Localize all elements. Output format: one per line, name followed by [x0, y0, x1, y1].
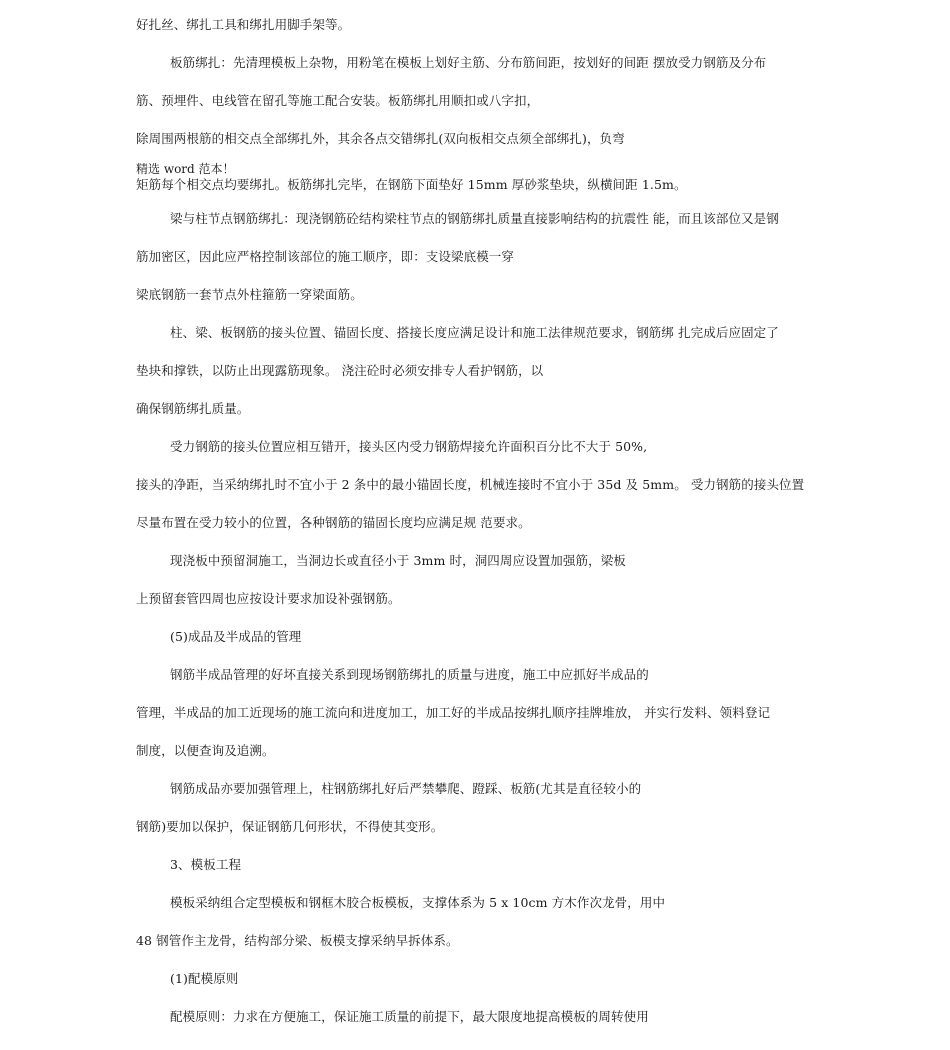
- paragraph-line: 筋加密区，因此应严格控制该部位的施工顺序，即：支设梁底模一穿: [136, 249, 515, 264]
- paragraph-line: 尽量布置在受力较小的位置，各种钢筋的锚固长度均应满足规 范要求。: [136, 515, 531, 530]
- section-heading: (1)配模原则: [170, 971, 239, 986]
- paragraph-line: 上预留套管四周也应按设计要求加设补强钢筋。: [136, 591, 401, 606]
- paragraph-line: 现浇板中预留洞施工，当洞边长或直径小于 3mm 时，洞四周应设置加强筋，梁板: [170, 553, 626, 568]
- paragraph-line: 接头的净距，当采纳绑扎时不宜小于 2 条中的最小锚固长度，机械连接时不宜小于 35d 及 5mm。 受力钢筋的接头位置: [136, 477, 805, 492]
- paragraph-line: 模板采纳组合定型模板和钢框木胶合板模板，支撑体系为 5 x 10cm 方木作次龙骨，用中: [170, 895, 666, 910]
- paragraph-line: 垫块和撑铁，以防止出现露筋现象。 浇注砼时必须安排专人看护钢筋，以: [136, 363, 544, 378]
- paragraph-line: 管理，半成品的加工近现场的施工流向和进度加工，加工好的半成品按绑扎顺序挂牌堆放， 并实行发料、领料登记: [136, 705, 771, 720]
- paragraph-line: 制度，以便查询及追溯。: [136, 743, 275, 758]
- paragraph-line: 柱、梁、板钢筋的接头位置、锚固长度、搭接长度应满足设计和施工法律规范要求，钢筋绑 扎完成后应固定了: [170, 325, 779, 340]
- paragraph-line: 配模原则：力求在方便施工，保证施工质量的前提下，最大限度地提高模板的周转使用: [170, 1009, 649, 1024]
- paragraph-line: 钢筋半成品管理的好坏直接关系到现场钢筋绑扎的质量与进度，施工中应抓好半成品的: [170, 667, 649, 682]
- paragraph-line: 梁与柱节点钢筋绑扎：现浇钢筋砼结构梁柱节点的钢筋绑扎质量直接影响结构的抗震性 能，而且该部位又是钢: [170, 211, 779, 226]
- paragraph-line: 梁底钢筋一套节点外柱箍筋一穿梁面筋。: [136, 287, 363, 302]
- page-note: 精选 word 范本！: [136, 162, 235, 176]
- paragraph-line: 好扎丝、绑扎工具和绑扎用脚手架等。: [136, 17, 351, 32]
- section-heading: (5)成品及半成品的管理: [170, 629, 302, 644]
- paragraph-line: 除周围两根筋的相交点全部绑扎外，其余各点交错绑扎(双向板相交点须全部绑扎)，负弯: [136, 131, 625, 146]
- section-heading: 3、模板工程: [170, 857, 242, 872]
- paragraph-line: 受力钢筋的接头位置应相互错开，接头区内受力钢筋焊接允许面积百分比不大于 50%,: [170, 439, 648, 454]
- paragraph-line: 48 钢管作主龙骨，结构部分梁、板模支撑采纳早拆体系。: [136, 933, 459, 948]
- paragraph-line: 矩筋每个相交点均要绑扎。板筋绑扎完毕，在钢筋下面垫好 15mm 厚砂浆垫块，纵横间距 1.5m。: [136, 177, 687, 192]
- paragraph-line: 钢筋)要加以保护，保证钢筋几何形状，不得使其变形。: [136, 819, 444, 834]
- paragraph-line: 确保钢筋绑扎质量。: [136, 401, 250, 416]
- paragraph-line: 钢筋成品亦要加强管理上，柱钢筋绑扎好后严禁攀爬、蹬踩、板筋(尤其是直径较小的: [170, 781, 642, 796]
- paragraph-line: 板筋绑扎：先清理模板上杂物，用粉笔在模板上划好主筋、分布筋间距，按划好的间距 摆放受力钢筋及分布: [170, 55, 767, 70]
- paragraph-line: 筋、预埋件、电线管在留孔等施工配合安装。板筋绑扎用顺扣或八字扣，: [136, 93, 540, 108]
